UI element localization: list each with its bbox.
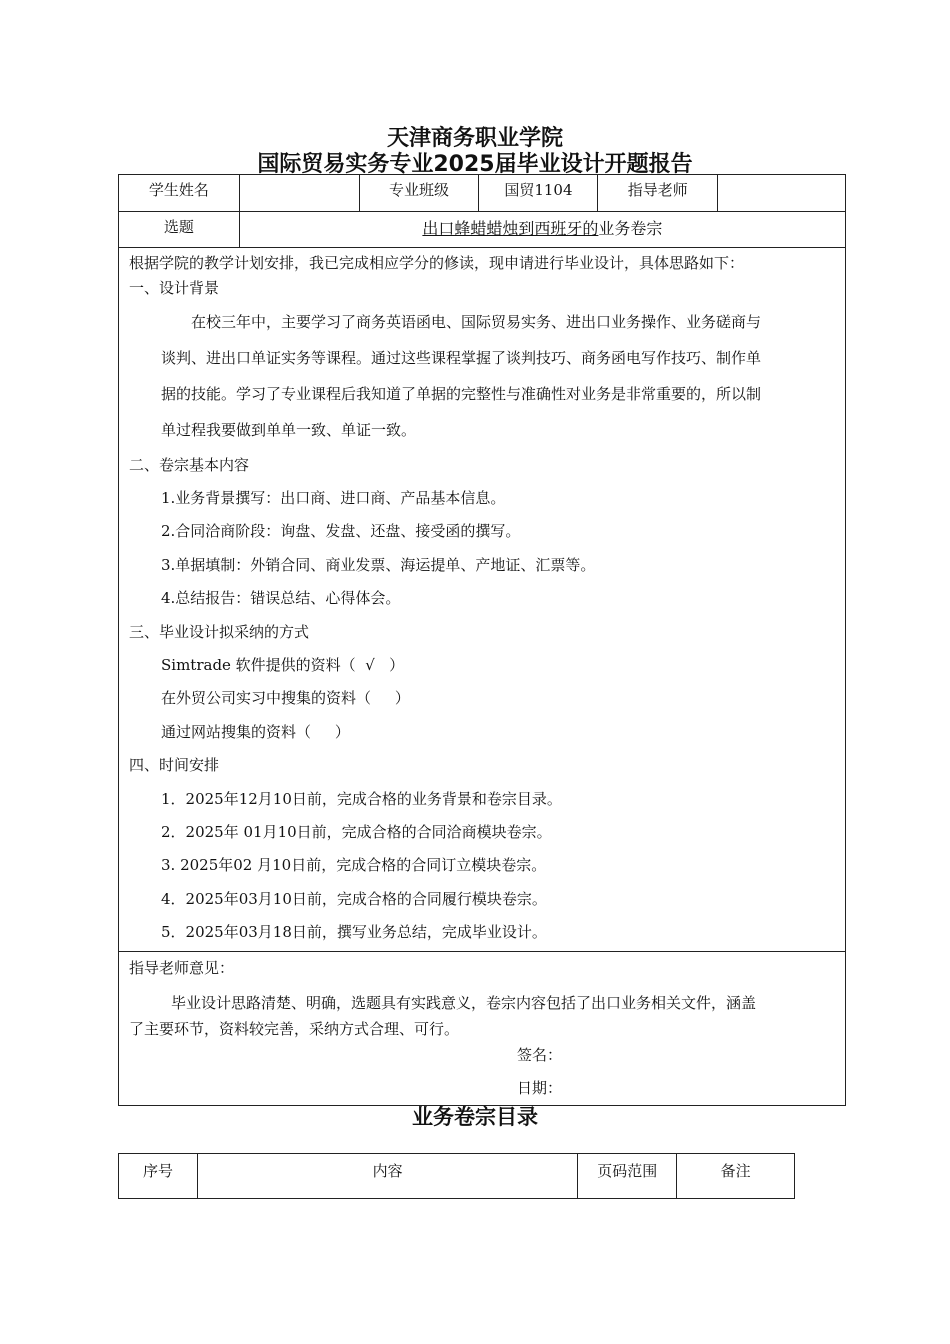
- toc-title: 业务卷宗目录: [412, 1105, 538, 1129]
- date-label: 日期：: [517, 1079, 563, 1097]
- class-value: 国贸1104: [479, 175, 598, 212]
- advisor-value: [718, 175, 846, 212]
- signature-label: 签名：: [517, 1046, 563, 1064]
- intro-text: 根据学院的教学计划安排，我已完成相应学分的修读，现申请进行毕业设计，具体思路如下：: [129, 254, 745, 272]
- topic-value: [239, 212, 845, 248]
- toc-header-content: 内容: [197, 1154, 577, 1199]
- section-heading: 三、毕业设计拟采纳的方式: [129, 623, 310, 641]
- topic-label: 选题: [119, 212, 240, 248]
- paragraph-line: 单过程我要做到单单一致、单证一致。: [161, 421, 417, 439]
- student-name-label: 学生姓名: [119, 175, 240, 212]
- list-item: 在外贸公司实习中搜集的资料（ ）: [161, 689, 410, 707]
- paragraph-line: 谈判、进出口单证实务等课程。通过这些课程掌握了谈判技巧、商务函电写作技巧、制作单: [161, 349, 762, 367]
- student-name-value: [239, 175, 359, 212]
- list-item: 5．2025年03月18日前，撰写业务总结，完成毕业设计。: [161, 923, 547, 941]
- toc-table: [118, 1153, 795, 1199]
- list-item: 3. 2025年02 月10日前，完成合格的合同订立模块卷宗。: [161, 856, 547, 874]
- section-heading: 一、设计背景: [129, 279, 220, 297]
- toc-header-pages: 页码范围: [578, 1154, 677, 1199]
- topic-rest: 业务卷宗: [598, 219, 663, 238]
- list-item: 1．2025年12月10日前，完成合格的业务背景和卷宗目录。: [161, 790, 562, 808]
- class-label: 专业班级: [359, 175, 479, 212]
- report-title: 国际贸易实务专业2025届毕业设计开题报告: [257, 152, 693, 177]
- proposal-table: [118, 174, 846, 1106]
- list-item: 4.总结报告：错误总结、心得体会。: [161, 589, 401, 607]
- topic-underlined: 出口蜂蜡蜡烛到西班牙的: [422, 219, 599, 238]
- paragraph-line: 据的技能。学习了专业课程后我知道了单据的完整性与准确性对业务是非常重要的，所以制: [161, 385, 762, 403]
- list-item: 3.单据填制：外销合同、商业发票、海运提单、产地证、汇票等。: [161, 556, 596, 574]
- advisor-label: 指导老师: [598, 175, 718, 212]
- list-item: 通过网站搜集的资料（ ）: [161, 723, 350, 741]
- opinion-line: 了主要环节，资料较完善，采纳方式合理、可行。: [129, 1020, 460, 1038]
- section-heading: 二、卷宗基本内容: [129, 456, 250, 474]
- advisor-opinion-label: 指导老师意见：: [129, 959, 235, 977]
- toc-header-notes: 备注: [677, 1154, 795, 1199]
- list-item: 1.业务背景撰写：出口商、进口商、产品基本信息。: [161, 489, 506, 507]
- list-item: Simtrade 软件提供的资料（ √ ）: [161, 656, 405, 674]
- advisor-opinion: [119, 952, 846, 1106]
- toc-header-number: 序号: [119, 1154, 198, 1199]
- opinion-line: 毕业设计思路清楚、明确，选题具有实践意义，卷宗内容包括了出口业务相关文件，涵盖: [171, 994, 757, 1012]
- section-heading: 四、时间安排: [129, 756, 220, 774]
- list-item: 2.合同洽商阶段：询盘、发盘、还盘、接受函的撰写。: [161, 522, 521, 540]
- proposal-body: [119, 248, 846, 952]
- paragraph-line: 在校三年中，主要学习了商务英语函电、国际贸易实务、进出口业务操作、业务磋商与: [191, 313, 762, 331]
- school-name: 天津商务职业学院: [386, 126, 563, 151]
- list-item: 4．2025年03月10日前，完成合格的合同履行模块卷宗。: [161, 890, 547, 908]
- list-item: 2．2025年 01月10日前，完成合格的合同洽商模块卷宗。: [161, 823, 552, 841]
